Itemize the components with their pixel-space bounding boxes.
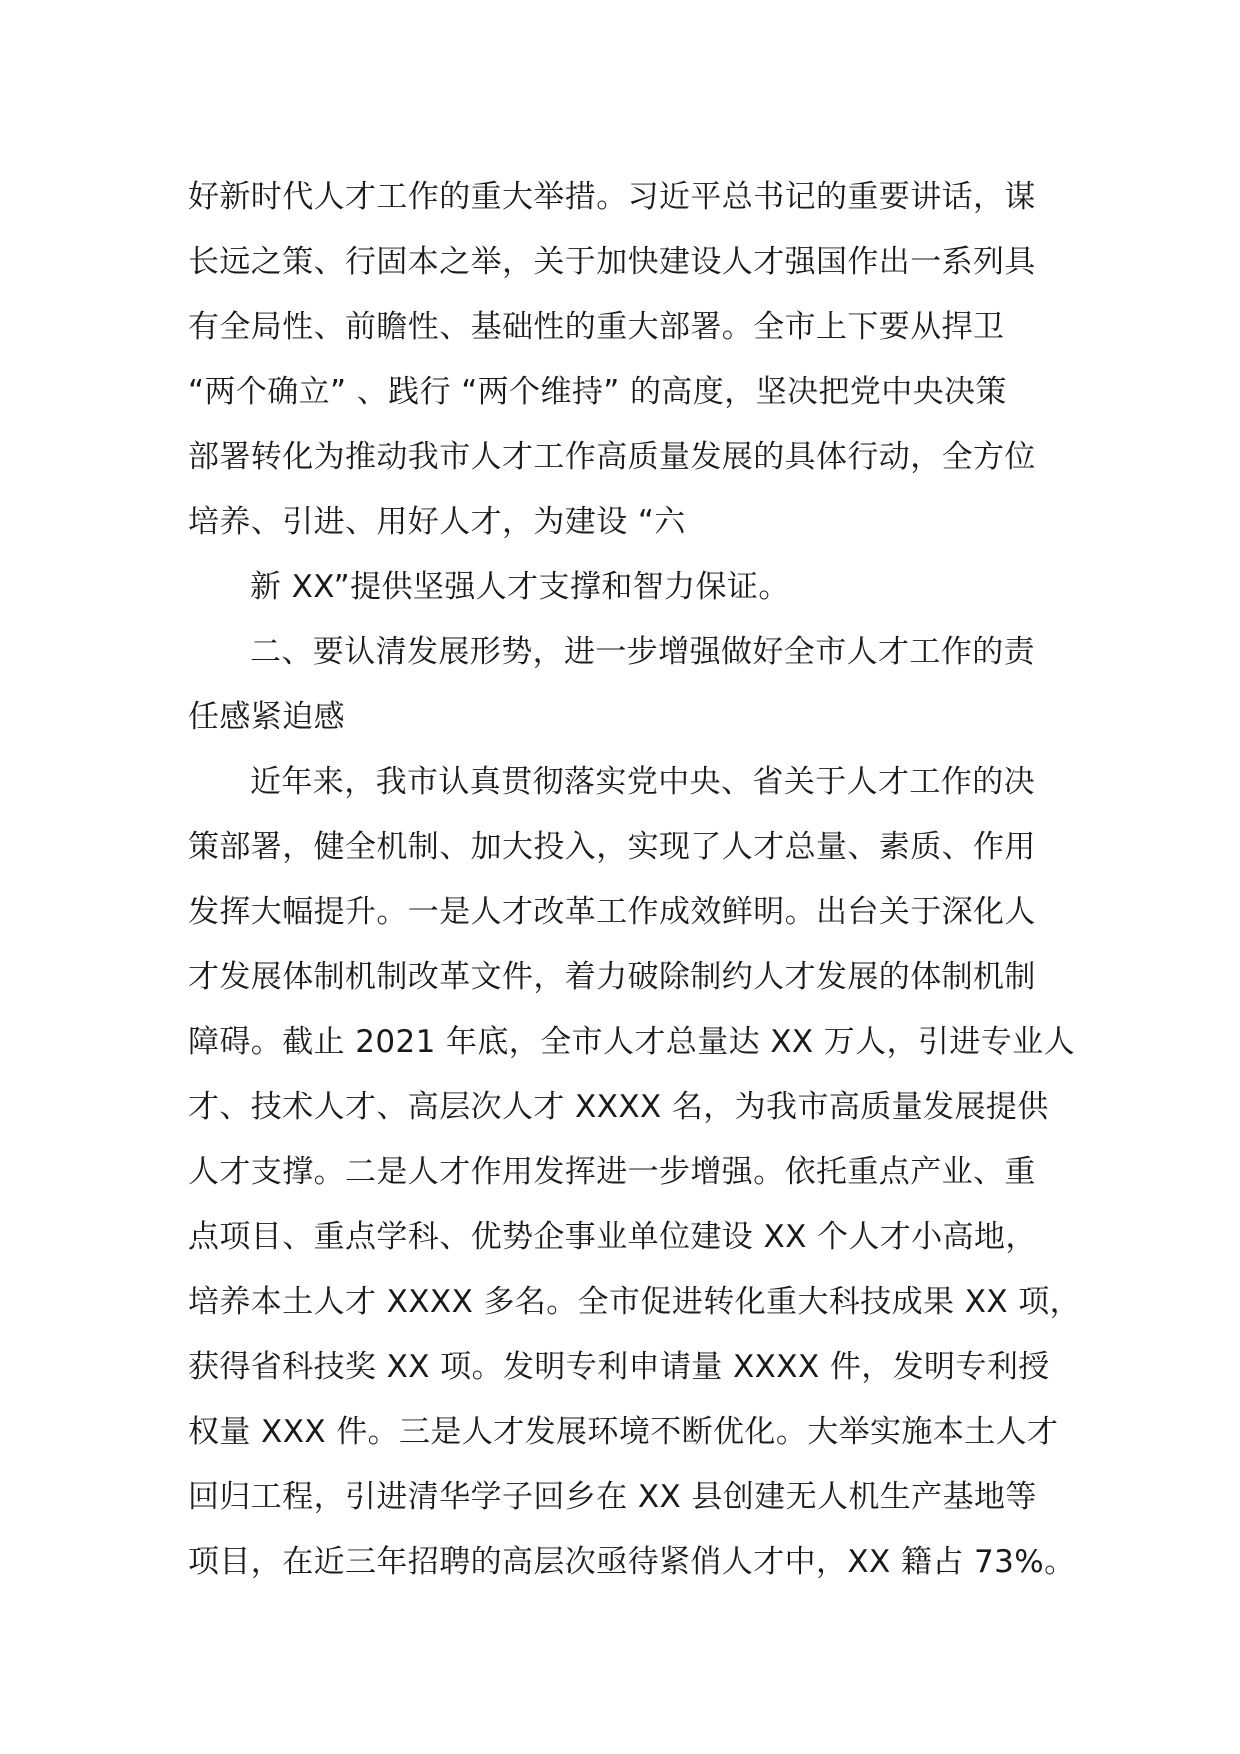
text-line: “两个确立” 、践行 “两个维持” 的高度，坚决把党中央决策 [188, 374, 1007, 410]
text-line: 培养本土人才 XXXX 多名。全市促进转化重大科技成果 XX 项， [188, 1284, 1082, 1320]
text-line: 发挥大幅提升。一是人才改革工作成效鲜明。出台关于深化人 [188, 894, 1036, 930]
document-body [188, 165, 1082, 1595]
text-line: 新 XX”提供坚强人才支撑和智力保证。 [250, 569, 790, 605]
text-line: 任感紧迫感 [188, 699, 345, 735]
text-line: 近年来，我市认真贯彻落实党中央、省关于人才工作的决 [250, 764, 1035, 800]
text-line: 项目，在近三年招聘的高层次亟待紧俏人才中，XX 籍占 73%。 [188, 1544, 1076, 1580]
text-line: 策部署，健全机制、加大投入，实现了人才总量、素质、作用 [188, 829, 1036, 865]
text-line: 障碍。截止 2021 年底，全市人才总量达 XX 万人，引进专业人 [188, 1024, 1075, 1060]
text-line: 部署转化为推动我市人才工作高质量发展的具体行动，全方位 [188, 439, 1036, 475]
text-line: 好新时代人才工作的重大举措。习近平总书记的重要讲话，谋 [188, 179, 1036, 215]
text-line: 才、技术人才、高层次人才 XXXX 名，为我市高质量发展提供 [188, 1089, 1049, 1125]
text-line: 培养、引进、用好人才，为建设 “六 [188, 504, 686, 540]
text-line: 回归工程，引进清华学子回乡在 XX 县创建无人机生产基地等 [188, 1479, 1037, 1515]
text-line: 点项目、重点学科、优势企事业单位建设 XX 个人才小高地， [188, 1219, 1037, 1255]
text-line: 获得省科技奖 XX 项。发明专利申请量 XXXX 件，发明专利授 [188, 1349, 1050, 1385]
text-line: 有全局性、前瞻性、基础性的重大部署。全市上下要从捍卫 [188, 309, 1005, 345]
text-line: 长远之策、行固本之举，关于加快建设人才强国作出一系列具 [188, 244, 1036, 280]
text-line: 二、要认清发展形势，进一步增强做好全市人才工作的责 [250, 634, 1035, 670]
text-line: 才发展体制机制改革文件，着力破除制约人才发展的体制机制 [188, 959, 1036, 995]
text-line: 人才支撑。二是人才作用发挥进一步增强。依托重点产业、重 [188, 1154, 1036, 1190]
text-line: 权量 XXX 件。三是人才发展环境不断优化。大举实施本土人才 [188, 1414, 1059, 1450]
